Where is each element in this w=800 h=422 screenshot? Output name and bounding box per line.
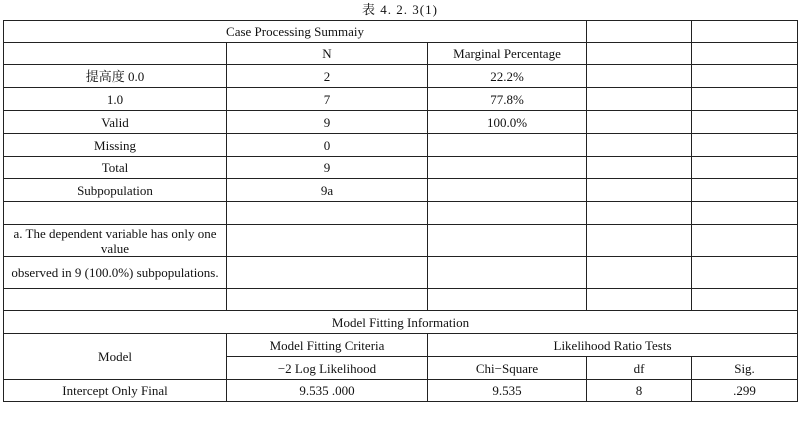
empty-cell <box>692 65 798 88</box>
row-label: Subpopulation <box>4 179 227 202</box>
table-row <box>4 88 798 111</box>
row-label: 1.0 <box>4 88 227 111</box>
model-fitting-title-row <box>4 311 798 334</box>
empty-cell <box>227 257 428 289</box>
empty-cell <box>587 179 692 202</box>
empty-cell <box>692 21 798 43</box>
empty-cell <box>428 257 587 289</box>
empty-cell <box>587 88 692 111</box>
row-n: 0 <box>227 134 428 157</box>
empty-cell <box>692 202 798 225</box>
empty-cell <box>692 111 798 134</box>
column-header-n: N <box>227 43 428 65</box>
empty-cell <box>692 134 798 157</box>
empty-cell <box>587 257 692 289</box>
footnote-row <box>4 257 798 289</box>
empty-cell <box>4 289 227 311</box>
table-row <box>4 65 798 88</box>
row-percentage <box>428 134 587 157</box>
empty-cell <box>692 225 798 257</box>
column-header-chi-square: Chi−Square <box>428 357 587 380</box>
log-likelihood-value: 9.535 .000 <box>227 380 428 402</box>
footnote-line-2: observed in 9 (100.0%) subpopulations. <box>4 257 227 289</box>
case-summary-title: Case Processing Summaiy <box>4 21 587 43</box>
row-percentage: 77.8% <box>428 88 587 111</box>
df-value: 8 <box>587 380 692 402</box>
blank-row <box>4 289 798 311</box>
case-summary-header-row <box>4 43 798 65</box>
empty-cell <box>587 21 692 43</box>
column-header-df: df <box>587 357 692 380</box>
empty-cell <box>692 88 798 111</box>
empty-cell <box>227 225 428 257</box>
empty-cell <box>428 202 587 225</box>
row-label: Total <box>4 157 227 179</box>
model-name: Intercept Only Final <box>4 380 227 402</box>
case-summary-title-row <box>4 21 798 43</box>
empty-cell <box>428 289 587 311</box>
empty-cell <box>227 289 428 311</box>
empty-cell <box>587 289 692 311</box>
row-n: 7 <box>227 88 428 111</box>
model-fitting-header-row <box>4 334 798 357</box>
empty-cell <box>587 43 692 65</box>
empty-cell <box>428 225 587 257</box>
empty-cell <box>587 111 692 134</box>
empty-cell <box>587 65 692 88</box>
empty-cell <box>4 43 227 65</box>
sig-value: .299 <box>692 380 798 402</box>
row-n: 9a <box>227 179 428 202</box>
blank-row <box>4 202 798 225</box>
column-header-fitting-criteria: Model Fitting Criteria <box>227 334 428 357</box>
row-percentage <box>428 157 587 179</box>
column-header-likelihood-ratio-tests: Likelihood Ratio Tests <box>428 334 798 357</box>
row-n: 9 <box>227 111 428 134</box>
column-header-model: Model <box>4 334 227 380</box>
empty-cell <box>692 179 798 202</box>
row-label: 提高度 0.0 <box>4 65 227 88</box>
table-row <box>4 380 798 402</box>
empty-cell <box>227 202 428 225</box>
row-n: 9 <box>227 157 428 179</box>
statistics-table <box>3 20 798 402</box>
empty-cell <box>692 157 798 179</box>
column-header-log-likelihood: −2 Log Likelihood <box>227 357 428 380</box>
empty-cell <box>587 157 692 179</box>
column-header-sig: Sig. <box>692 357 798 380</box>
empty-cell <box>587 225 692 257</box>
empty-cell <box>587 134 692 157</box>
empty-cell <box>587 202 692 225</box>
row-percentage: 22.2% <box>428 65 587 88</box>
empty-cell <box>692 43 798 65</box>
footnote-line-1: a. The dependent variable has only one value <box>4 225 227 257</box>
row-percentage: 100.0% <box>428 111 587 134</box>
column-header-marginal-percentage: Marginal Percentage <box>428 43 587 65</box>
empty-cell <box>692 289 798 311</box>
row-n: 2 <box>227 65 428 88</box>
table-row <box>4 179 798 202</box>
row-label: Valid <box>4 111 227 134</box>
row-percentage <box>428 179 587 202</box>
table-caption: 表 4. 2. 3(1) <box>362 2 438 17</box>
table-row <box>4 111 798 134</box>
empty-cell <box>4 202 227 225</box>
table-row <box>4 134 798 157</box>
chi-square-value: 9.535 <box>428 380 587 402</box>
table-row <box>4 157 798 179</box>
model-fitting-title: Model Fitting Information <box>4 311 798 334</box>
footnote-row <box>4 225 798 257</box>
empty-cell <box>692 257 798 289</box>
row-label: Missing <box>4 134 227 157</box>
